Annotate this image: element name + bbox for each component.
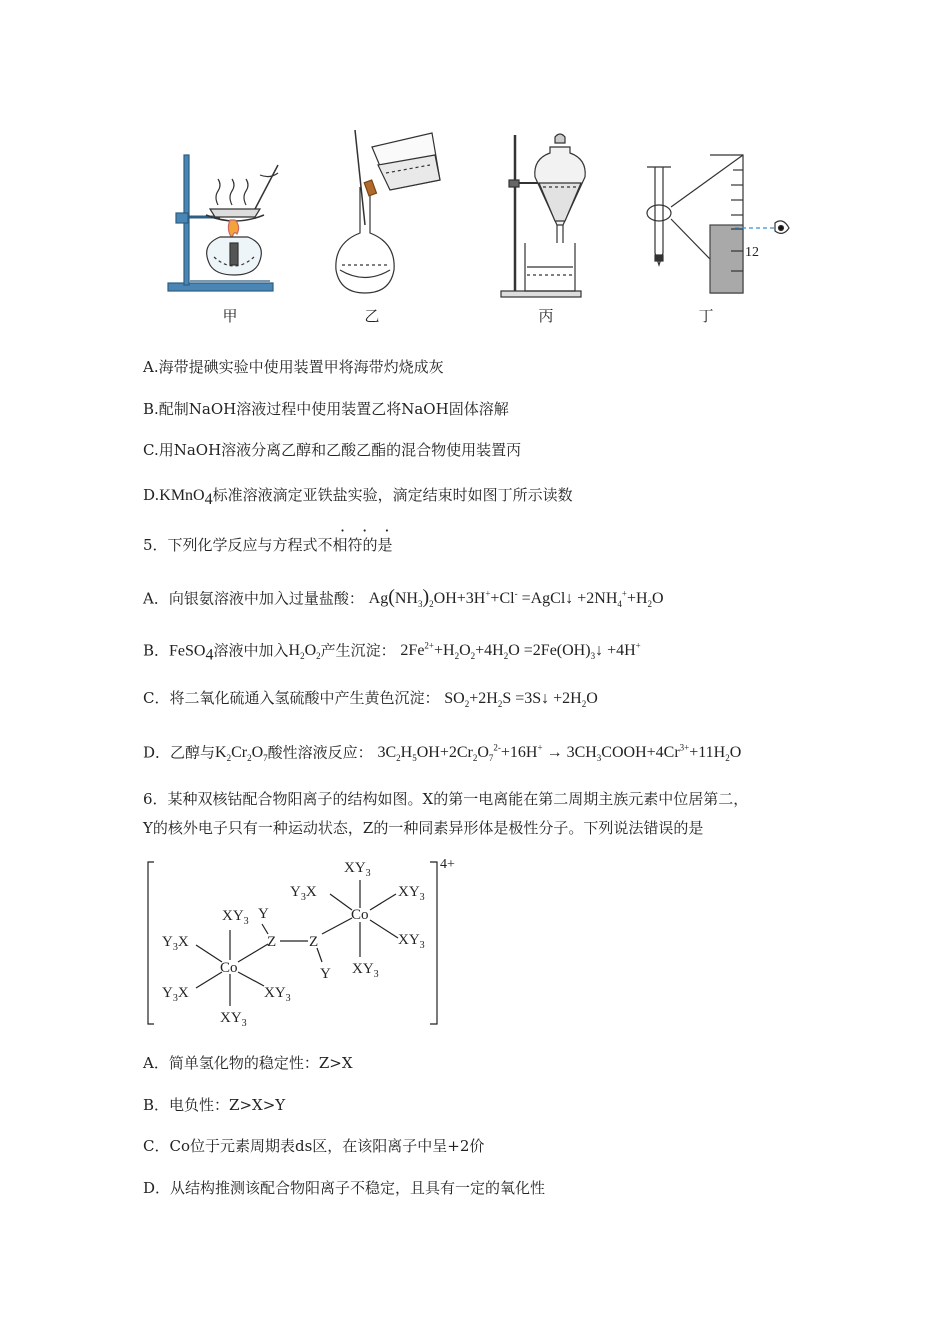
apparatus-bing (501, 134, 585, 297)
q5-option-a: A．向银氨溶液中加入过量盐酸： $Ag(NH_3)_2OH+3H^++Cl^-$ =AgCl↓ $+2NH_4^++H_2O$ (143, 586, 664, 610)
q6-stem-line2: Y的核外电子只有一种运动状态，Z的一种同素异形体是极性分子。下列说法错误的是 (143, 819, 704, 837)
svg-text:XY3: $XY_3$ (220, 1010, 247, 1029)
svg-text:XY3: $XY_3$ (264, 985, 291, 1004)
svg-text:XY3: $XY_3$ (398, 884, 425, 903)
q4-option-d: D.KMnO$_4$标准溶液滴定亚铁盐实验，滴定结束时如图丁所示读数 (143, 486, 573, 508)
label-yi: 乙 (364, 307, 380, 325)
q5-stem: 5．下列化学反应与方程式不相符的是 (143, 536, 393, 554)
svg-text:Co: Co (351, 907, 369, 923)
svg-text:Y: Y (320, 966, 331, 982)
q6-option-d: D．从结构推测该配合物阳离子不稳定，且具有一定的氧化性 (143, 1179, 546, 1197)
label-ding: 丁 (698, 307, 714, 325)
h2o2-formula: $H_2O_2$ (288, 642, 321, 662)
apparatus-jia (168, 155, 278, 291)
q4-option-c: C.用NaOH溶液分离乙醇和乙酸乙酯的混合物使用装置丙 (143, 441, 522, 459)
k2cr2o7-formula: $K_2Cr_2O_7$ (215, 744, 268, 764)
equation-a: $Ag(NH_3)_2OH+3H^++Cl^-$ =AgCl↓ $+2NH_4^++H_2O$ (368, 586, 664, 610)
svg-text:Y: Y (258, 906, 269, 922)
apparatus-yi (336, 130, 440, 293)
svg-text:Y3X: $Y_3X$ (162, 934, 189, 953)
emphasis-dots: · · · (340, 521, 396, 540)
svg-text:XY3: $XY_3$ (352, 961, 379, 980)
label-jia: 甲 (222, 307, 238, 325)
label-bing: 丙 (538, 307, 554, 325)
q6-option-c: C．Co位于元素周期表ds区，在该阳离子中呈+2价 (143, 1137, 485, 1155)
q6-option-a: A．简单氢化物的稳定性：Z>X (143, 1054, 353, 1072)
svg-text:XY3: $XY_3$ (222, 908, 249, 927)
q6-stem-line1: 6．某种双核钴配合物阳离子的结构如图。X的第一电离能在第二周期主族元素中位居第二， (143, 790, 749, 808)
svg-text:Co: Co (220, 960, 238, 976)
ion-charge: 4+ (440, 857, 455, 872)
q4-option-b: B.配制NaOH溶液过程中使用装置乙将NaOH固体溶解 (143, 400, 509, 418)
apparatus-figure (160, 125, 810, 300)
complex-structure (140, 852, 480, 1032)
q5-option-c: C．将二氧化硫通入氢硫酸中产生黄色沉淀： $SO_2+2H_2S$ =3S↓ $+2H_2O$ (143, 689, 598, 710)
svg-text:Y3X: $Y_3X$ (290, 884, 317, 903)
svg-text:XY3: $XY_3$ (344, 860, 371, 879)
equation-d: $3C_2H_5OH+2Cr_2O_7^{2-}+16H^+$ → $3CH_3COOH+4Cr^{3+}+11H_2O$ (377, 743, 742, 764)
svg-text:Z: Z (309, 934, 319, 950)
svg-text:XY3: $XY_3$ (398, 932, 425, 951)
q4-option-a: A.海带提碘实验中使用装置甲将海带灼烧成灰 (143, 358, 444, 376)
equation-c: $SO_2+2H_2S$ =3S↓ $+2H_2O$ (444, 690, 598, 710)
q5-option-d: D．乙醇与$K_2Cr_2O_7$酸性溶液反应： $3C_2H_5OH+2Cr_2O_7^{2-}+16H^+$ → $3CH_3COOH+4Cr^{3+}+11H_2O$ (143, 743, 742, 764)
q5-option-b: B．FeSO$_4$溶液中加入$H_2O_2$产生沉淀： $2Fe^{2+}+H_2O_2+4H_2O$ $=2Fe(OH)_3↓ +4H^+$ (143, 641, 641, 664)
equation-b: $2Fe^{2+}+H_2O_2+4H_2O$ $=2Fe(OH)_3↓ +4H^+$ (400, 641, 641, 662)
burette-reading: 12 (745, 245, 759, 260)
q6-option-b: B．电负性：Z>X>Y (143, 1096, 286, 1114)
svg-text:Y3X: $Y_3X$ (162, 985, 189, 1004)
svg-text:Z: Z (267, 934, 277, 950)
apparatus-ding (647, 155, 789, 293)
